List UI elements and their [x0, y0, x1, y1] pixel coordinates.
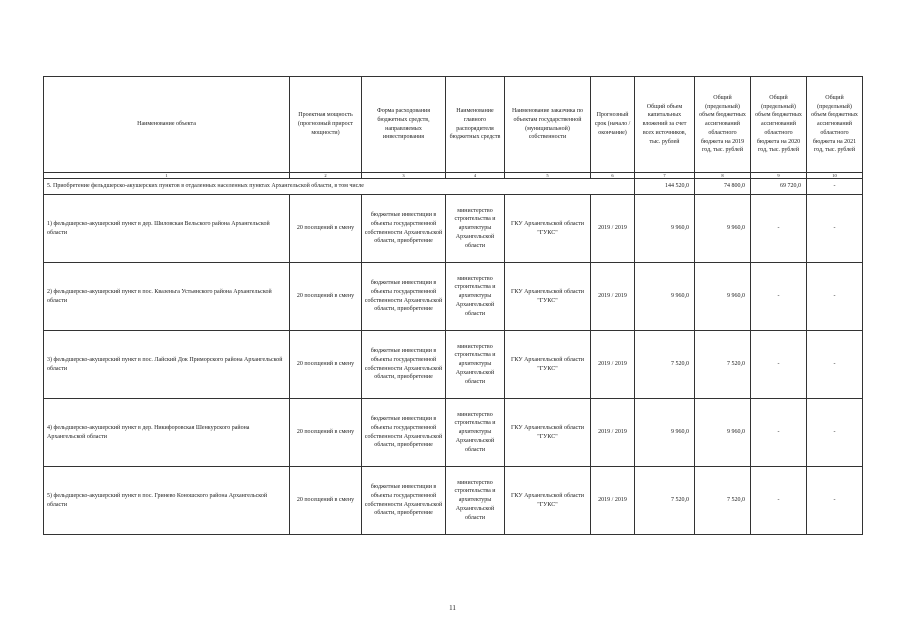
investment-table [43, 76, 863, 535]
section-row [44, 179, 863, 195]
term-cell: 2019 / 2019 [591, 263, 635, 331]
column-number: 3 [362, 173, 446, 179]
total-volume-cell: 7 520,0 [635, 331, 695, 399]
header-cell-budget-2019: Общий (предельный) объем бюджетных ассигнований областного бюджета на 2019 год, тыс. рублей [695, 77, 751, 173]
header-cell-spending-form: Форма расходования бюджетных средств, направляемых инвестирования [362, 77, 446, 173]
table-row [44, 399, 863, 467]
term-cell: 2019 / 2019 [591, 467, 635, 535]
header-cell-object-name: Наименование объекта [44, 77, 290, 173]
budget-2020-cell: - [751, 331, 807, 399]
term-cell: 2019 / 2019 [591, 331, 635, 399]
header-cell-budget-manager: Наименование главного распорядителя бюджетных средств [446, 77, 505, 173]
capacity-cell: 20 посещений в смену [290, 467, 362, 535]
budget-2019-cell: 9 960,0 [695, 263, 751, 331]
header-cell-total-volume: Общий объем капитальных вложений за счет всех источников, тыс. рублей [635, 77, 695, 173]
budget-manager-cell: министерство строительства и архитектуры Архангельской области [446, 399, 505, 467]
column-number: 6 [591, 173, 635, 179]
capacity-cell: 20 посещений в смену [290, 399, 362, 467]
spending-form-cell: бюджетные инвестиции в объекты государственной собственности Архангельской области, приобретение [362, 263, 446, 331]
total-volume-cell: 7 520,0 [635, 467, 695, 535]
section-empty-cell [591, 179, 635, 195]
column-number: 4 [446, 173, 505, 179]
table-row [44, 195, 863, 263]
capacity-cell: 20 посещений в смену [290, 195, 362, 263]
spending-form-cell: бюджетные инвестиции в объекты государственной собственности Архангельской области, приобретение [362, 331, 446, 399]
budget-manager-cell: министерство строительства и архитектуры Архангельской области [446, 263, 505, 331]
spending-form-cell: бюджетные инвестиции в объекты государственной собственности Архангельской области, приобретение [362, 399, 446, 467]
column-number: 9 [751, 173, 807, 179]
header-cell-term: Прогнозный срок (начало / окончание) [591, 77, 635, 173]
object-name-cell: 4) фельдшерско-акушерский пункт в дер. Никифоровская Шенкурского района Архангельской области [44, 399, 290, 467]
header-cell-capacity: Проектная мощность (прогнозный прирост мощности) [290, 77, 362, 173]
section-2020: 69 720,0 [751, 179, 807, 195]
budget-2020-cell: - [751, 467, 807, 535]
budget-manager-cell: министерство строительства и архитектуры Архангельской области [446, 467, 505, 535]
page-number: 11 [449, 604, 456, 612]
budget-2021-cell: - [807, 467, 863, 535]
customer-cell: ГКУ Архангельской области "ГУКС" [505, 263, 591, 331]
section-total: 144 520,0 [635, 179, 695, 195]
customer-cell: ГКУ Архангельской области "ГУКС" [505, 467, 591, 535]
budget-2020-cell: - [751, 399, 807, 467]
object-name-cell: 5) фельдшерско-акушерский пункт в пос. Гринево Коношского района Архангельской области [44, 467, 290, 535]
spending-form-cell: бюджетные инвестиции в объекты государственной собственности Архангельской области, приобретение [362, 467, 446, 535]
table-row [44, 331, 863, 399]
column-number: 8 [695, 173, 751, 179]
budget-2021-cell: - [807, 195, 863, 263]
object-name-cell: 2) фельдшерско-акушерский пункт в пос. Квазеньга Устьянского района Архангельской области [44, 263, 290, 331]
table-row [44, 263, 863, 331]
term-cell: 2019 / 2019 [591, 399, 635, 467]
column-number: 5 [505, 173, 591, 179]
column-number: 7 [635, 173, 695, 179]
section-2021: - [807, 179, 863, 195]
section-title: 5. Приобретение фельдшерско-акушерских пунктов в отдаленных населенных пунктах Архангельской области, в том числе [44, 179, 591, 195]
budget-2020-cell: - [751, 195, 807, 263]
total-volume-cell: 9 960,0 [635, 195, 695, 263]
budget-2021-cell: - [807, 263, 863, 331]
budget-2020-cell: - [751, 263, 807, 331]
budget-2019-cell: 7 520,0 [695, 331, 751, 399]
customer-cell: ГКУ Архангельской области "ГУКС" [505, 399, 591, 467]
table-header-row [44, 77, 863, 173]
budget-2021-cell: - [807, 331, 863, 399]
column-number: 10 [807, 173, 863, 179]
total-volume-cell: 9 960,0 [635, 399, 695, 467]
column-number: 2 [290, 173, 362, 179]
header-cell-budget-2021: Общий (предельный) объем бюджетных ассигнований областного бюджета на 2021 год, тыс. рублей [807, 77, 863, 173]
budget-2021-cell: - [807, 399, 863, 467]
total-volume-cell: 9 960,0 [635, 263, 695, 331]
budget-manager-cell: министерство строительства и архитектуры Архангельской области [446, 195, 505, 263]
budget-manager-cell: министерство строительства и архитектуры Архангельской области [446, 331, 505, 399]
column-number: 1 [44, 173, 290, 179]
budget-2019-cell: 9 960,0 [695, 195, 751, 263]
object-name-cell: 3) фельдшерско-акушерский пункт в пос. Лайский Док Приморского района Архангельской области [44, 331, 290, 399]
object-name-cell: 1) фельдшерско-акушерский пункт в дер. Шиловская Вельского района Архангельской области [44, 195, 290, 263]
header-cell-budget-2020: Общий (предельный) объем бюджетных ассигнований областного бюджета на 2020 год, тыс. рублей [751, 77, 807, 173]
budget-2019-cell: 9 960,0 [695, 399, 751, 467]
table-row [44, 467, 863, 535]
term-cell: 2019 / 2019 [591, 195, 635, 263]
header-cell-customer: Наименование заказчика по объектам государственной (муниципальной) собственности [505, 77, 591, 173]
customer-cell: ГКУ Архангельской области "ГУКС" [505, 331, 591, 399]
budget-2019-cell: 7 520,0 [695, 467, 751, 535]
section-2019: 74 800,0 [695, 179, 751, 195]
capacity-cell: 20 посещений в смену [290, 263, 362, 331]
spending-form-cell: бюджетные инвестиции в объекты государственной собственности Архангельской области, приобретение [362, 195, 446, 263]
capacity-cell: 20 посещений в смену [290, 331, 362, 399]
customer-cell: ГКУ Архангельской области "ГУКС" [505, 195, 591, 263]
